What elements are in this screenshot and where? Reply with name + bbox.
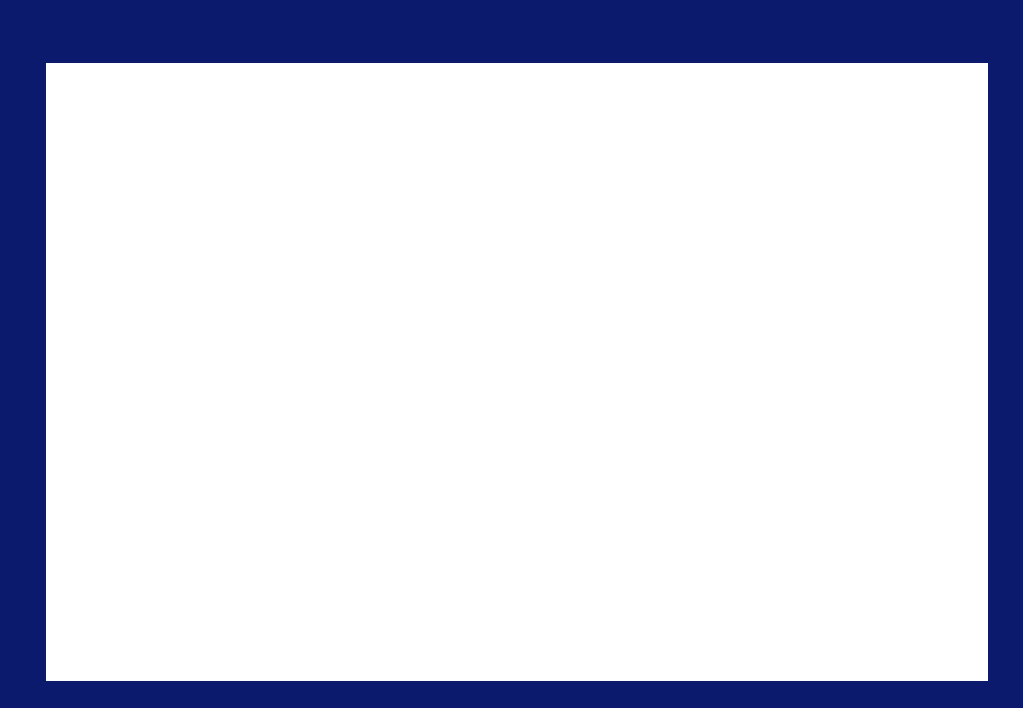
envelope-chart <box>376 299 896 489</box>
phase-space-bottom-row <box>336 493 936 673</box>
slide-content <box>46 63 988 681</box>
